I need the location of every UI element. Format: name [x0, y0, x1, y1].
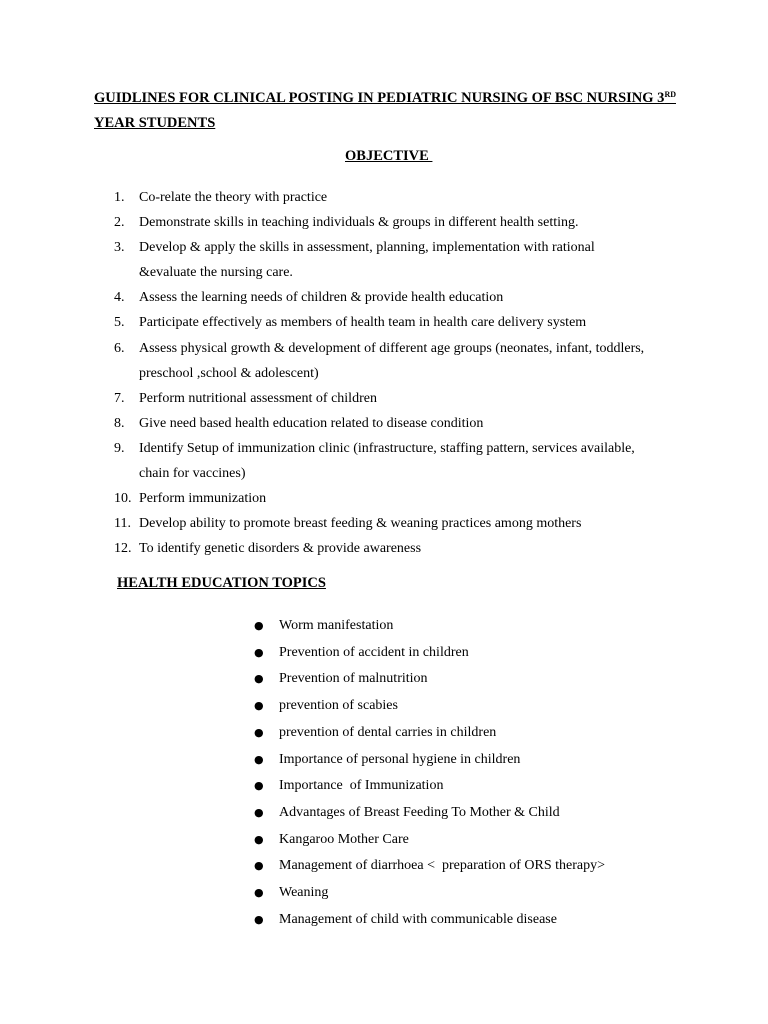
topic-text: prevention of dental carries in children [279, 724, 497, 740]
objective-item [114, 210, 654, 235]
topic-item [254, 880, 605, 907]
objective-text: Participate effectively as members of health team in health care delivery system [139, 315, 587, 331]
topic-text: Management of diarrhoea < preparation of ORS therapy> [279, 858, 606, 874]
objective-text: Assess physical growth & development of different age groups (neonates, infant, toddlers, preschool ,school & adolescent) [139, 340, 645, 381]
objective-item [114, 310, 654, 335]
bullet-icon: ● [254, 886, 264, 900]
topic-text: Kangaroo Mother Care [279, 831, 409, 847]
objective-text: Perform immunization [139, 491, 267, 507]
topic-item [254, 827, 605, 854]
objective-text: Develop & apply the skills in assessment, planning, implementation with rational &evaluate the nursing care. [139, 240, 595, 281]
objective-number: 1. [114, 190, 125, 205]
topic-text: prevention of scabies [279, 698, 398, 714]
objective-item [114, 511, 654, 536]
objective-text: Co-relate the theory with practice [139, 190, 328, 205]
topic-text: Importance of Immunization [279, 778, 444, 794]
objective-text: Demonstrate skills in teaching individuals & groups in different health setting. [139, 215, 579, 231]
objective-number: 7. [114, 390, 125, 406]
topic-item [254, 720, 605, 747]
title-text-main: GUIDLINES FOR CLINICAL POSTING IN PEDIATRIC NURSING OF BSC NURSING 3 [94, 90, 665, 106]
topic-text: Management of child with communicable disease [279, 911, 557, 927]
bullet-icon: ● [254, 645, 264, 659]
bullet-icon: ● [254, 912, 264, 926]
title-superscript: RD [664, 90, 676, 99]
bullet-icon: ● [254, 859, 264, 873]
topic-item [254, 800, 605, 827]
topic-item [254, 693, 605, 720]
title-text-end: YEAR STUDENTS [94, 115, 216, 131]
bullet-icon: ● [254, 672, 264, 686]
topic-text: Worm manifestation [279, 618, 394, 633]
objective-number: 8. [114, 415, 125, 431]
objective-number: 5. [114, 315, 125, 331]
bullet-icon: ● [254, 832, 264, 846]
objective-text: Perform nutritional assessment of children [139, 390, 377, 406]
objective-number: 10. [114, 491, 132, 507]
bullet-icon: ● [254, 725, 264, 739]
bullet-icon: ● [254, 619, 264, 632]
objective-text: Identify Setup of immunization clinic (infrastructure, staffing pattern, services available, chain for vaccines) [139, 440, 635, 482]
topic-item [254, 773, 605, 800]
objective-heading: OBJECTIVE [345, 148, 433, 164]
topic-text: Advantages of Breast Feeding To Mother & Child [279, 804, 560, 820]
objective-number: 4. [114, 290, 125, 306]
objective-item [114, 486, 654, 511]
objective-list [114, 185, 654, 561]
topic-text: Importance of personal hygiene in children [279, 751, 521, 767]
objective-number: 6. [114, 340, 125, 356]
bullet-icon: ● [254, 752, 264, 766]
objective-text: Assess the learning needs of children & provide health education [139, 290, 504, 306]
objective-item [114, 436, 654, 486]
topic-item [254, 907, 605, 934]
topic-text: Prevention of accident in children [279, 644, 469, 660]
health-education-heading: HEALTH EDUCATION TOPICS [117, 575, 326, 591]
objective-item [114, 185, 654, 210]
bullet-icon: ● [254, 699, 264, 713]
topic-item [254, 613, 605, 640]
topic-item [254, 666, 605, 693]
topic-text: Prevention of malnutrition [279, 671, 428, 687]
objective-item [114, 336, 654, 386]
objective-text: Develop ability to promote breast feeding & weaning practices among mothers [139, 516, 582, 532]
topic-item [254, 640, 605, 667]
objective-number: 2. [114, 215, 125, 231]
objective-number: 9. [114, 440, 125, 456]
objective-item [114, 536, 654, 561]
objective-item [114, 235, 654, 285]
topic-item [254, 747, 605, 774]
health-topic-list [254, 613, 605, 933]
objective-number: 12. [114, 541, 132, 557]
bullet-icon: ● [254, 779, 264, 793]
objective-text: Give need based health education related to disease condition [139, 415, 484, 431]
objective-number: 11. [114, 516, 131, 532]
document-title [94, 86, 694, 136]
topic-text: Weaning [279, 885, 329, 901]
objective-item [114, 411, 654, 436]
bullet-icon: ● [254, 805, 264, 819]
objective-text: To identify genetic disorders & provide awareness [139, 541, 422, 557]
objective-item [114, 386, 654, 411]
topic-item [254, 853, 605, 880]
objective-item [114, 285, 654, 310]
objective-number: 3. [114, 240, 125, 256]
